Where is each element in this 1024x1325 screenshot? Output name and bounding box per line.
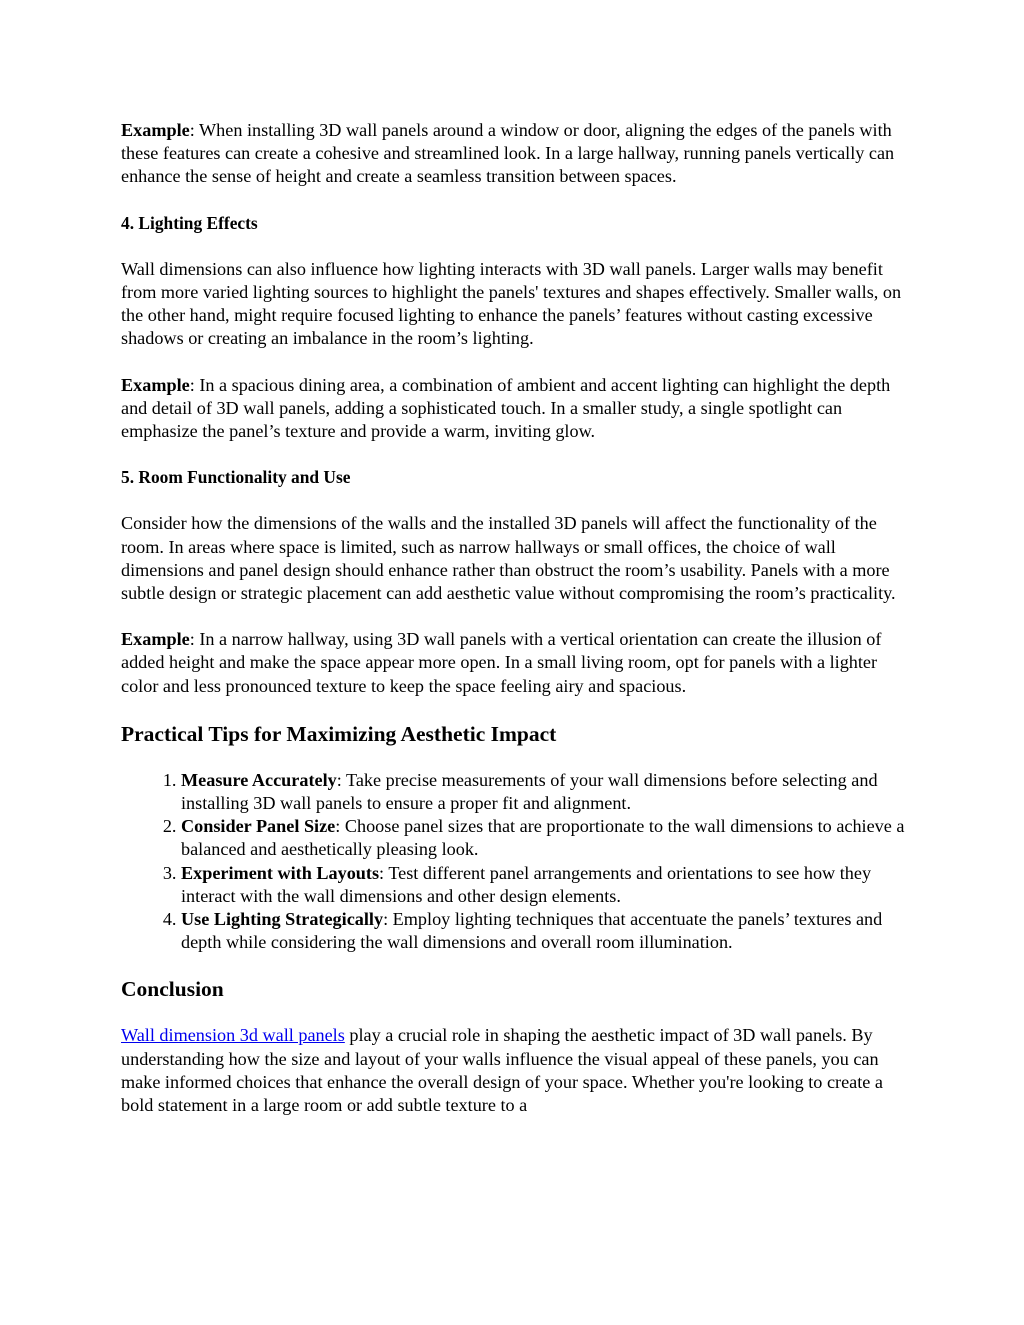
example-text: : In a narrow hallway, using 3D wall panels with a vertical orientation can create the illusion of added height and make the space appear more open. In a small living room, opt for panels with a lighter color and less pronounced texture to keep the space feeling airy and spacious. [121, 629, 882, 696]
tip-title: Use Lighting Strategically [181, 909, 384, 930]
document-page [121, 119, 911, 1140]
conclusion-body [121, 1024, 911, 1117]
list-item [181, 908, 911, 954]
list-item [181, 769, 911, 815]
example-label: Example [121, 629, 190, 650]
tip-text: : Employ lighting techniques that accentuate the panels’ textures and depth while considering the wall dimensions and overall room illumination. [181, 909, 883, 953]
tip-title: Experiment with Layouts [181, 862, 380, 883]
example-paragraph-3 [121, 628, 911, 698]
tips-list [121, 769, 911, 955]
tip-text: : Test different panel arrangements and orientations to see how they interact with the wall dimensions and other design elements. [181, 862, 872, 906]
section-heading-room-functionality: 5. Room Functionality and Use [121, 467, 351, 488]
list-item [181, 862, 911, 908]
conclusion-text: play a crucial role in shaping the aesthetic impact of 3D wall panels. By understanding how the size and layout of your walls influence the visual appeal of these panels, you can make informed choices that enhance the overall design of your space. Whether you're looking to create a bold statement in a large room or add subtle texture to a [121, 1025, 883, 1116]
tip-text: : Take precise measurements of your wall dimensions before selecting and installing 3D wall panels to ensure a proper fit and alignment. [181, 769, 878, 814]
conclusion-heading: Conclusion [121, 977, 224, 1002]
example-paragraph-2 [121, 374, 911, 444]
tip-text: : Choose panel sizes that are proportionate to the wall dimensions to achieve a balanced and aesthetically pleasing look. [181, 816, 905, 860]
example-paragraph-1 [121, 119, 911, 189]
example-text: : In a spacious dining area, a combination of ambient and accent lighting can highlight the depth and detail of 3D wall panels, adding a sophisticated touch. In a smaller study, a single spotlight can emphasize the panel’s texture and provide a warm, inviting glow. [121, 374, 891, 442]
section-heading-lighting-effects: 4. Lighting Effects [121, 212, 258, 233]
example-label: Example [121, 374, 190, 395]
room-functionality-body: Consider how the dimensions of the walls and the installed 3D panels will affect the functionality of the room. In areas where space is limited, such as narrow hallways or small offices, the choice of wall dimensions and panel design should enhance rather than obstruct the room’s usability. Panels with a more subtle design or strategic placement can add aesthetic value without compromising the room’s practicality. [121, 513, 896, 604]
tips-heading: Practical Tips for Maximizing Aesthetic Impact [121, 721, 557, 746]
lighting-effects-body: Wall dimensions can also influence how lighting interacts with 3D wall panels. Larger walls may benefit from more varied lighting sources to highlight the panels' textures and shapes effectively. Smaller walls, on the other hand, might require focused lighting to enhance the panels’ features without casting excessive shadows or creating an imbalance in the room’s lighting. [121, 258, 902, 349]
tip-title: Consider Panel Size [181, 816, 336, 837]
example-text: : When installing 3D wall panels around a window or door, aligning the edges of the panels with these features can create a cohesive and streamlined look. In a large hallway, running panels vertically can enhance the sense of height and create a seamless transition between spaces. [121, 120, 895, 187]
tip-title: Measure Accurately [181, 769, 337, 790]
list-item [181, 815, 911, 861]
example-label: Example [121, 120, 190, 140]
wall-dimension-link[interactable]: Wall dimension 3d wall panels [121, 1025, 345, 1046]
